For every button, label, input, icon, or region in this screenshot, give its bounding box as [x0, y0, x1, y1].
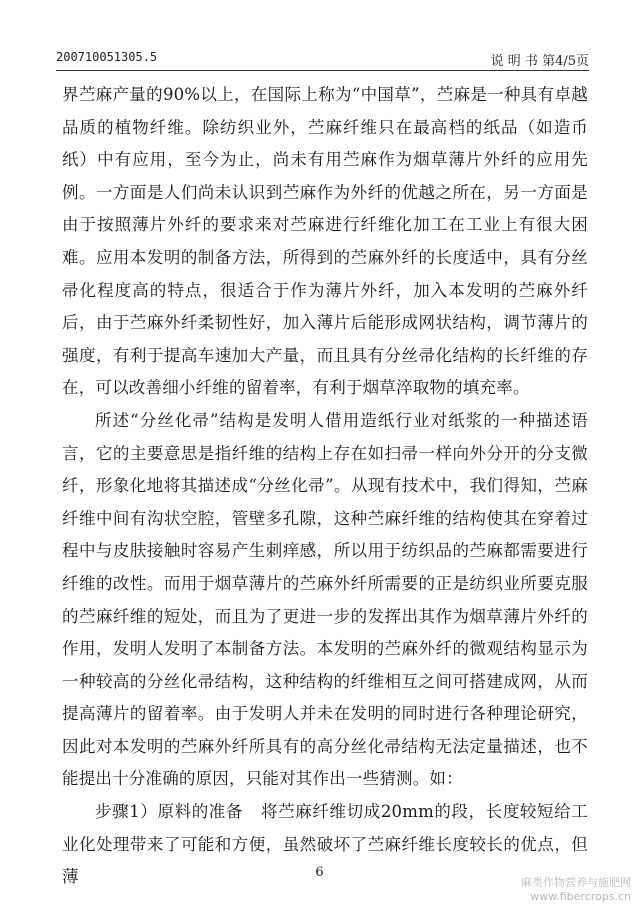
- document-number: 200710051305.5: [56, 50, 158, 64]
- step-1-text: 将苎麻纤维切成20mm的段，长度较短给工业化处理带来了可能和方便，虽然破坏了苎麻纤维长度较长的优点，但薄: [62, 802, 588, 887]
- watermark-site-name: 麻类作物营养与施肥网: [521, 876, 631, 889]
- step-1-label: 步骤1）原料的准备: [95, 802, 244, 822]
- paragraph-fibrillation-description: 所述“分丝化帚”结构是发明人借用造纸行业对纸浆的一种描述语言，它的主要意思是指纤维的结构上存在如扫帚一样向外分开的分支微纤，形象化地将其描述成“分丝化帚”。从现有技术中，我们得知，苎麻纤维中间有沟状空腔，管壁多孔隙，这种苎麻纤维的结构使其在穿着过程中与皮肤接触时容易产生刺痒感，所以用于纺织品的苎麻都需要进行纤维的改性。而用于烟草薄片的苎麻外纤所需要的正是纺织业所要克服的苎麻纤维的短处，而且为了更进一步的发挥出其作为烟草薄片外纤的作用，发明人发明了本制备方法。本发明的苎麻外纤的微观结构显示为一种较高的分丝化帚结构，这种结构的纤维相互之间可搭建成网，从而提高薄片的留着率。由于发明人并未在发明的同时进行各种理论研究，因此对本发明的苎麻外纤所具有的高分丝化帚结构无法定量描述，也不能提出十分准确的原因，只能对其作出一些猜测。如：: [62, 410, 588, 789]
- paragraph-continued: 界苎麻产量的90%以上，在国际上称为“中国草”，苎麻是一种具有卓越品质的植物纤维。除纺织业外，苎麻纤维只在最高档的纸品（如造币纸）中有应用，至今为止，尚未有用苎麻作为烟草薄片外纤的应用先例。一方面是人们尚未认识到苎麻作为外纤的优越之所在，另一方面是由于按照薄片外纤的要求来对苎麻进行纤维化加工在工业上有很大困难。应用本发明的制备方法，所得到的苎麻外纤的长度适中，具有分丝帚化程度高的特点，很适合于作为薄片外纤，加入本发明的苎麻外纤后，由于苎麻外纤柔韧性好，加入薄片后能形成网状结构，调节薄片的强度，有利于提高车速加大产量，而且具有分丝帚化结构的长纤维的存在，可以改善细小纤维的留着率，有利于烟草淬取物的填充率。: [62, 85, 588, 398]
- watermark-url: www.fibercrops.cn: [530, 890, 631, 903]
- page-number: 6: [315, 865, 324, 880]
- site-watermark: [521, 876, 631, 904]
- header-divider: [56, 70, 589, 71]
- document-type-and-page: 说 明 书 第4/5页: [490, 54, 589, 69]
- document-body: [62, 79, 588, 894]
- page-header: [56, 50, 589, 70]
